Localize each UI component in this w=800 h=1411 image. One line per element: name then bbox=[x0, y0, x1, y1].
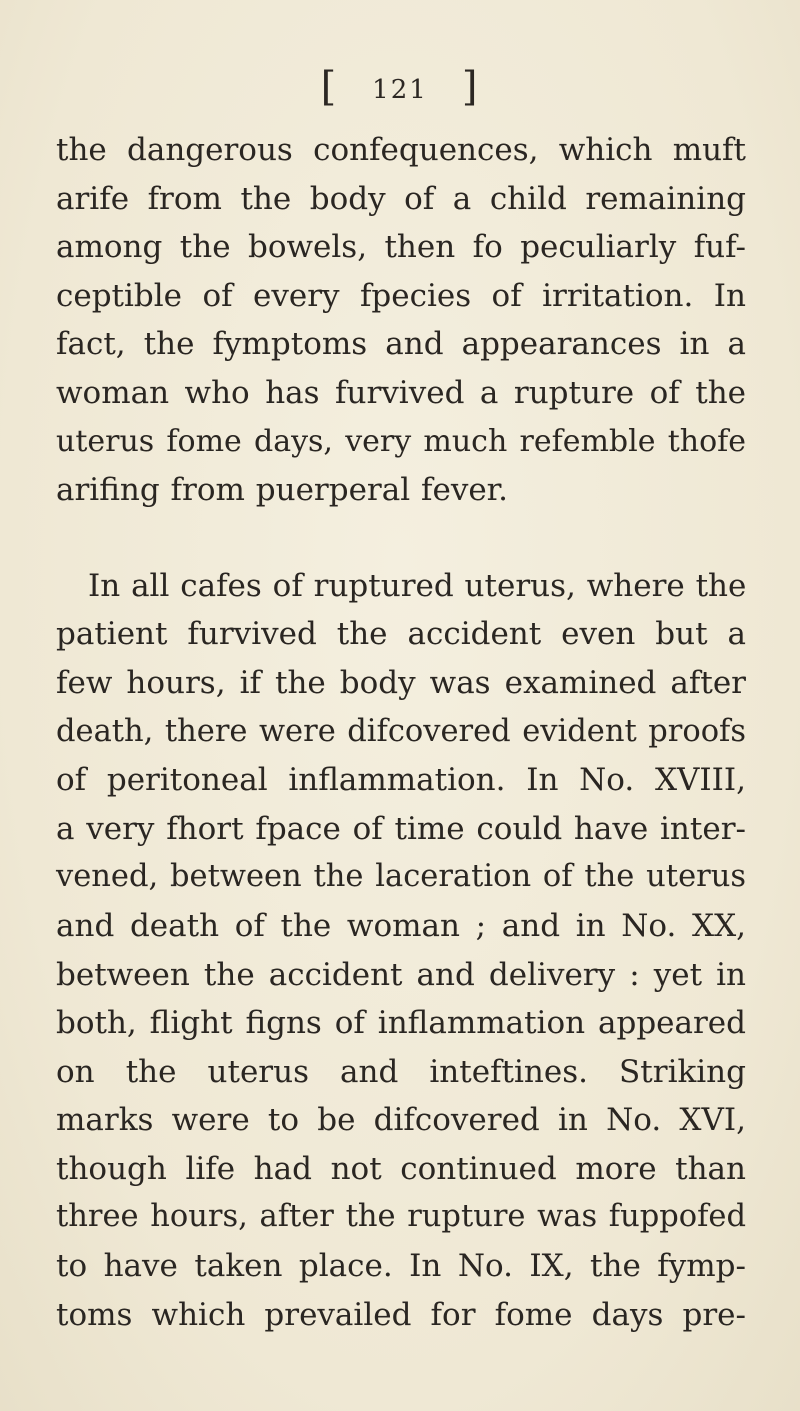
text-line: death, there were difcovered evident proofs bbox=[56, 713, 746, 749]
text-line: patient furvived the accident even but a bbox=[56, 616, 746, 653]
paragraph-1 bbox=[56, 126, 746, 515]
text-line: woman who has furvived a rupture of the bbox=[56, 374, 746, 411]
text-line: toms which prevailed for fome days pre- bbox=[56, 1296, 746, 1333]
text-line: In all cafes of ruptured uterus, where the bbox=[88, 567, 747, 604]
text-line: on the uterus and inteftines. Striking bbox=[56, 1053, 746, 1090]
text-line: though life had not continued more than bbox=[56, 1150, 746, 1187]
header-bracket-left: [ bbox=[320, 64, 339, 110]
text-line: uterus fome days, very much refemble thofe bbox=[56, 423, 746, 459]
text-line: and death of the woman ; and in No. XX, bbox=[56, 907, 746, 944]
text-line: vened, between the laceration of the uterus bbox=[56, 859, 746, 895]
paragraph-2 bbox=[56, 562, 746, 1340]
text-line: a very fhort fpace of time could have inter- bbox=[56, 810, 746, 847]
text-line: marks were to be difcovered in No. XVI, bbox=[56, 1102, 746, 1139]
text-line: between the accident and delivery : yet in bbox=[56, 956, 746, 993]
text-line: three hours, after the rupture was fuppofed bbox=[56, 1199, 746, 1235]
body-text bbox=[56, 126, 746, 1339]
header-bracket-right: ] bbox=[461, 64, 480, 110]
text-line: arifing from puerperal fever. bbox=[56, 472, 508, 509]
text-line: to have taken place. In No. IX, the fymp- bbox=[56, 1248, 746, 1285]
text-line: the dangerous confequences, which muft bbox=[56, 132, 746, 168]
text-line: ceptible of every fpecies of irritation. In bbox=[56, 277, 746, 314]
page-number: 121 bbox=[372, 75, 428, 105]
text-line: fact, the fymptoms and appearances in a bbox=[56, 326, 746, 363]
text-line: among the bowels, then fo peculiarly fuf- bbox=[56, 229, 746, 266]
text-line: arife from the body of a child remaining bbox=[56, 180, 746, 217]
page-header bbox=[0, 64, 800, 110]
text-line: few hours, if the body was examined after bbox=[56, 664, 746, 701]
text-line: of peritoneal inflammation. In No. XVIII, bbox=[56, 762, 746, 799]
text-line: both, flight figns of inflammation appeared bbox=[56, 1005, 746, 1042]
